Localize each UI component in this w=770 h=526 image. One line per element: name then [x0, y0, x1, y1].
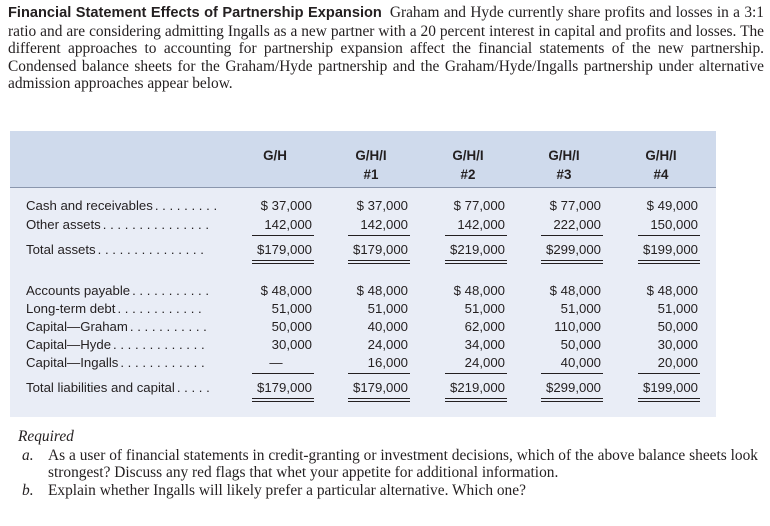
row-label-text: Accounts payable — [26, 283, 131, 298]
question-a — [18, 447, 758, 482]
row-label — [26, 336, 205, 354]
table-cell: 51,000 — [464, 301, 505, 316]
table-cell: 62,000 — [464, 319, 505, 334]
table-cell: 50,000 — [560, 337, 601, 352]
table-cell: 142,000 — [457, 217, 505, 232]
table-cell: $299,000 — [545, 242, 601, 257]
subtotal-rule — [541, 373, 603, 374]
problem-heading: Financial Statement Effects of Partnership Expansion — [8, 5, 382, 21]
row-label-dots: . . . . . . . . . . . . . . . — [102, 217, 210, 232]
table-cell: 142,000 — [264, 217, 312, 232]
row-label-text: Capital—Graham — [26, 319, 128, 334]
column-header-line2: #4 — [653, 167, 669, 182]
row-label — [26, 354, 205, 372]
column-header-line1: G/H/I — [355, 148, 387, 163]
question-b — [18, 482, 758, 500]
row-label — [26, 282, 209, 300]
table-cell: $179,000 — [352, 242, 408, 257]
table-cell: $ 48,000 — [646, 283, 698, 298]
row-label-text: Cash and receivables — [26, 198, 153, 213]
table-cell: $179,000 — [256, 380, 312, 395]
table-cell: 24,000 — [367, 337, 408, 352]
subtotal-rule — [445, 235, 507, 236]
table-cell: $ 48,000 — [453, 283, 505, 298]
table-cell: 50,000 — [271, 319, 312, 334]
column-header-line2: #2 — [460, 167, 476, 182]
table-cell: $ 77,000 — [549, 198, 601, 213]
table-cell: 51,000 — [271, 301, 312, 316]
total-double-rule — [252, 260, 314, 264]
table-cell: 51,000 — [560, 301, 601, 316]
table-cell: $219,000 — [449, 242, 505, 257]
table-cell: $ 48,000 — [260, 283, 312, 298]
total-double-rule — [445, 398, 507, 402]
row-label-text: Long-term debt — [26, 301, 116, 316]
table-cell: 34,000 — [464, 337, 505, 352]
table-cell: $ 49,000 — [646, 198, 698, 213]
column-header — [238, 146, 312, 165]
column-header-line1: G/H/I — [452, 148, 484, 163]
column-header-line2: #1 — [363, 167, 379, 182]
table-cell: $199,000 — [642, 242, 698, 257]
table-cell: 222,000 — [553, 217, 601, 232]
subtotal-rule — [541, 235, 603, 236]
question-text: As a user of financial statements in credit-granting or investment decisions, which of the above balance sheets look strongest? Discuss any red flags that whet your appetite for additional information. — [48, 446, 758, 481]
row-label-dots: . . . . . . . . . — [154, 198, 218, 213]
total-double-rule — [541, 260, 603, 264]
row-label-dots: . . . . . . . . . . . . — [117, 301, 202, 316]
table-cell: 40,000 — [367, 319, 408, 334]
balance-sheet-table — [10, 131, 716, 417]
column-header-line1: G/H/I — [548, 148, 580, 163]
table-cell: $ 48,000 — [549, 283, 601, 298]
column-header-line1: G/H/I — [645, 148, 677, 163]
header-divider — [10, 187, 716, 188]
total-double-rule — [348, 260, 410, 264]
table-cell: $ 77,000 — [453, 198, 505, 213]
row-label-dots: . . . . . — [176, 380, 210, 395]
subtotal-rule — [252, 373, 314, 374]
row-label-text: Other assets — [26, 217, 101, 232]
row-label — [26, 318, 207, 336]
total-double-rule — [348, 398, 410, 402]
subtotal-rule — [348, 235, 410, 236]
table-cell: 24,000 — [464, 355, 505, 370]
row-label-dots: . . . . . . . . . . . — [129, 319, 207, 334]
subtotal-rule — [252, 235, 314, 236]
row-label — [26, 300, 202, 318]
table-cell: 50,000 — [657, 319, 698, 334]
table-cell: 142,000 — [360, 217, 408, 232]
table-cell: $219,000 — [449, 380, 505, 395]
table-cell: $ 48,000 — [356, 283, 408, 298]
row-label-text: Capital—Hyde — [26, 337, 112, 352]
subtotal-rule — [348, 373, 410, 374]
total-double-rule — [445, 260, 507, 264]
table-cell: 51,000 — [657, 301, 698, 316]
column-header — [334, 146, 408, 184]
required-section — [18, 428, 758, 499]
table-cell: 30,000 — [271, 337, 312, 352]
column-header — [527, 146, 601, 184]
total-double-rule — [638, 260, 700, 264]
question-letter: b. — [22, 481, 34, 499]
row-label-dots: . . . . . . . . . . . . — [120, 355, 205, 370]
table-cell: 20,000 — [657, 355, 698, 370]
row-label-dots: . . . . . . . . . . . — [132, 283, 210, 298]
row-label-dots: . . . . . . . . . . . . . . . — [97, 242, 204, 257]
row-label — [26, 216, 209, 234]
table-cell: — — [269, 355, 283, 370]
row-label — [26, 379, 210, 397]
table-cell: $179,000 — [352, 380, 408, 395]
row-label-dots: . . . . . . . . . . . . . — [113, 337, 205, 352]
column-header — [431, 146, 505, 184]
column-header-line1: G/H — [263, 148, 287, 163]
subtotal-rule — [638, 235, 700, 236]
subtotal-rule — [445, 373, 507, 374]
table-cell: 16,000 — [367, 355, 408, 370]
row-label-text: Total assets — [26, 242, 96, 257]
table-cell: 51,000 — [367, 301, 408, 316]
row-label-text: Total liabilities and capital — [26, 380, 175, 395]
table-cell: $199,000 — [642, 380, 698, 395]
row-label — [26, 197, 217, 215]
problem-description: Graham and Hyde currently share profits and losses in a 3:1 ratio and are considering admitting Ingalls as a new partner with a 20 percent interest in capital and profits and losses. The different approaches to accounting for partnership expansion affect the financial statements of the new partnership. Condensed balance sheets for the Graham/Hyde partnership and the Graham/Hyde/Ingalls partnership under alternative admission approaches appear below. — [8, 4, 764, 92]
subtotal-rule — [638, 373, 700, 374]
required-title: Required — [18, 428, 74, 445]
table-cell: 150,000 — [650, 217, 698, 232]
intro-paragraph — [8, 4, 764, 93]
row-label-text: Capital—Ingalls — [26, 355, 119, 370]
table-cell: $ 37,000 — [260, 198, 312, 213]
column-header — [624, 146, 698, 184]
column-header-line2: #3 — [556, 167, 572, 182]
table-cell: $299,000 — [545, 380, 601, 395]
row-label — [26, 241, 204, 259]
table-cell: 40,000 — [560, 355, 601, 370]
question-letter: a. — [22, 446, 34, 464]
table-cell: 110,000 — [554, 319, 601, 334]
total-double-rule — [638, 398, 700, 402]
total-double-rule — [252, 398, 314, 402]
table-cell: 30,000 — [657, 337, 698, 352]
question-text: Explain whether Ingalls will likely prefer a particular alternative. Which one? — [48, 481, 526, 499]
table-cell: $179,000 — [256, 242, 312, 257]
total-double-rule — [541, 398, 603, 402]
table-cell: $ 37,000 — [356, 198, 408, 213]
